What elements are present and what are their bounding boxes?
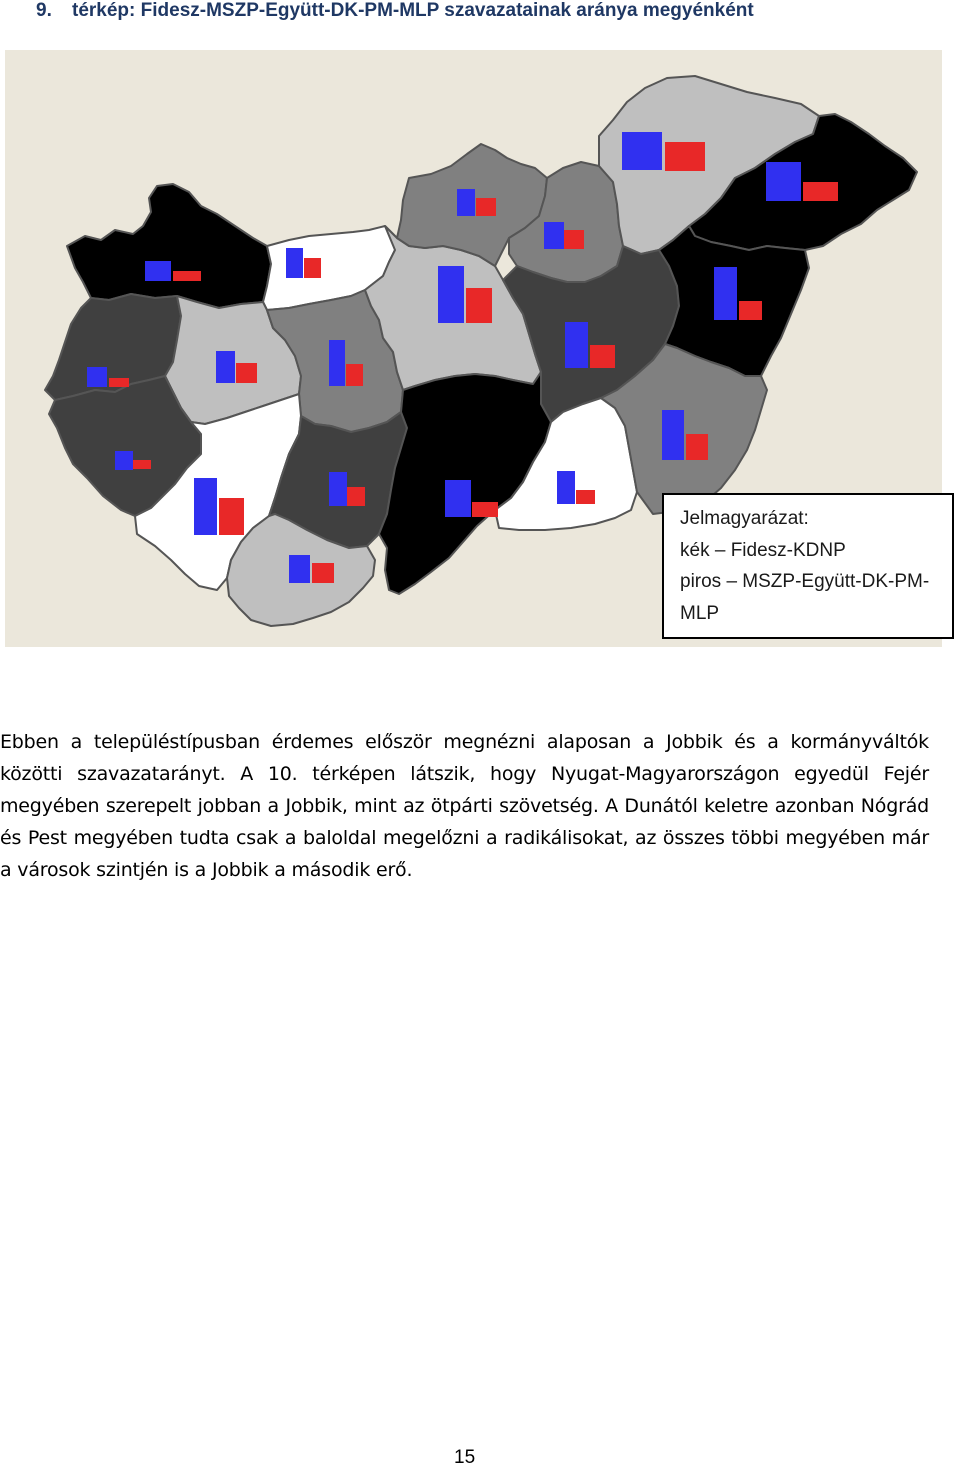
- bar-fidesz-baranya: [289, 555, 310, 583]
- bar-fidesz-n-gr-d: [457, 189, 475, 216]
- body-paragraph: Ebben a településtípusban érdemes először megnézni alaposan a Jobbik és a kormányváltók közötti szavazatarányt. A 10. térképen látszik, hogy Nyugat-Magyarországon egyedül Fejér megyében szerepelt jobban a Jobbik, mint az ötpárti szövetség. A Dunától keletre azonban Nógrád és Pest megyében tudta csak a baloldal megelőzni a radikálisokat, az összes többi megyében már a városok szintjén is a Jobbik a második erő.: [0, 731, 929, 881]
- bar-mszp-b-k-s: [686, 434, 708, 460]
- legend-red-entry: piros – MSZP-Együtt-DK-PM-: [680, 571, 930, 592]
- bar-fidesz-b-cs-kiskun: [445, 480, 471, 517]
- bar-fidesz-fej-r: [329, 340, 345, 386]
- bar-fidesz-b-k-s: [662, 410, 684, 460]
- bar-mszp-gy-r-moson-sopron: [173, 271, 201, 281]
- bar-mszp-vas: [109, 378, 129, 387]
- bar-fidesz-heves: [544, 222, 564, 249]
- legend-title: Jelmagyarázat:: [680, 508, 809, 529]
- map-number: 9.: [36, 0, 52, 21]
- bar-mszp-b-cs-kiskun: [472, 502, 498, 517]
- bar-mszp-hajd-bihar: [739, 301, 762, 320]
- bar-fidesz-vas: [87, 367, 107, 387]
- bar-mszp-szabolcs-szatm-r-bereg: [803, 182, 838, 201]
- bar-fidesz-szabolcs-szatm-r-bereg: [766, 162, 801, 201]
- bar-mszp-zala: [133, 460, 151, 469]
- bar-mszp-csongr-d: [576, 490, 595, 504]
- map-title: térkép: Fidesz-MSZP-Együtt-DK-PM-MLP szavazatainak aránya megyénként: [72, 0, 754, 21]
- bar-mszp-kom-rom-esztergom: [304, 258, 321, 278]
- map-legend: [662, 493, 954, 639]
- bar-mszp-somogy: [219, 498, 244, 535]
- bar-mszp-tolna: [347, 487, 365, 506]
- bar-fidesz-csongr-d: [557, 471, 575, 504]
- bar-fidesz-gy-r-moson-sopron: [145, 261, 171, 281]
- legend-red-entry-continued: MLP: [680, 602, 720, 624]
- bar-fidesz-somogy: [194, 478, 217, 535]
- bar-fidesz-hajd-bihar: [714, 267, 737, 320]
- bar-mszp-heves: [564, 230, 584, 249]
- bar-fidesz-tolna: [329, 472, 347, 506]
- bar-fidesz-zala: [115, 451, 133, 470]
- bar-mszp-pest: [466, 288, 492, 323]
- bar-mszp-veszpr-m: [236, 363, 257, 383]
- bar-mszp-n-gr-d: [476, 198, 496, 216]
- legend-blue-entry: kék – Fidesz-KDNP: [680, 539, 846, 561]
- bar-fidesz-pest: [438, 266, 464, 323]
- bar-fidesz-j-sz-nagykun-szolnok: [565, 322, 588, 368]
- bar-fidesz-borsod-aba-j-zempl-n: [622, 132, 662, 170]
- map-heading: [36, 0, 754, 22]
- bar-fidesz-veszpr-m: [216, 351, 235, 383]
- bar-mszp-borsod-aba-j-zempl-n: [665, 142, 705, 171]
- bar-mszp-j-sz-nagykun-szolnok: [590, 345, 615, 368]
- bar-mszp-baranya: [312, 563, 334, 583]
- bar-fidesz-kom-rom-esztergom: [286, 248, 303, 278]
- bar-mszp-fej-r: [346, 364, 363, 386]
- page-number: 15: [454, 1447, 476, 1468]
